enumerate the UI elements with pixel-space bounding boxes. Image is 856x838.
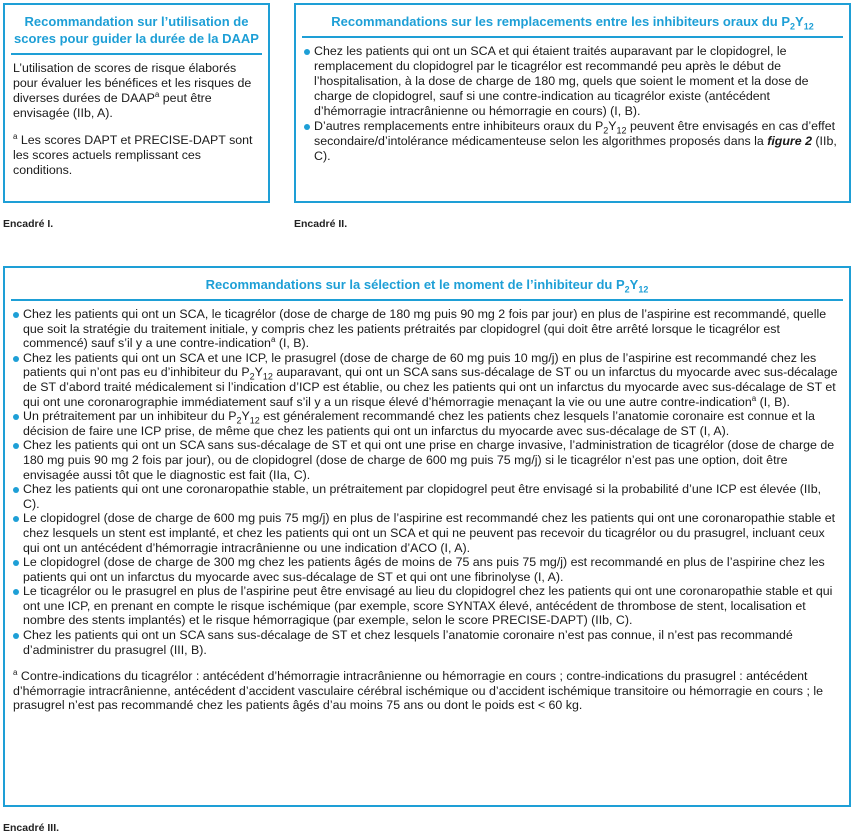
list-item: Chez les patients qui ont un SCA et qui étaient traités auparavant par le clopidogrel, le remplacement du clopidogrel par le ticagrélor est recommandé peu après le début de l’hospitalisation, à la dose de charge de 180 mg, quels que soient le moment et la dose de charge de clopidogrel, sauf si une contre-indication au ticagrélor existe (antécédent d’hémorragie intracrânienne ou hémorragie en cours) (I, B). (304, 44, 841, 119)
list-item: D’autres remplacements entre inhibiteurs oraux du $P_2Y_{12}$ peuvent être envisagés en cas d’effet secondaire/d’intolérance médicamenteuse selon les algorithmes proposés dans la figure 2 (IIb, C). (304, 119, 841, 164)
box-1-paragraph: L’utilisation de scores de risque élaborés pour évaluer les bénéfices et les risques de diverses durées de DAAP$^a$ peut être envisagée (IIb, A). (13, 61, 252, 120)
box-2-list (296, 38, 849, 164)
box-1-footnote: $^a$ Les scores DAPT et PRECISE-DAPT sont les scores actuels remplissant ces conditions. (13, 131, 253, 177)
box-1-body (5, 55, 268, 178)
box-2-title: Recommandations sur les remplacements entre les inhibiteurs oraux du $P_2Y_{12}$ (331, 14, 814, 32)
box-1-title: Recommandation sur l’utilisation de scores pour guider la durée de la DAAP (14, 14, 259, 46)
box-2-caption: Encadré II. (294, 218, 348, 230)
box-encadre-2 (294, 3, 851, 203)
list-item: Chez les patients qui ont un SCA sans sus-décalage de ST et qui ont une prise en charge invasive, l’administration de ticagrélor (dose de charge de 180 mg puis 90 mg 2 fois par jour), ou de clopidogrel (dose de charge de 600 mg puis 75 mg/j) si le ticagrélor n’est pas une option, doit être envisagée aussi tôt que le diagnostic est fait (IIa, C). (13, 438, 841, 482)
list-item: Le clopidogrel (dose de charge de 600 mg puis 75 mg/j) en plus de l’aspirine est recommandé chez les patients qui ont une coronaropathie stable et chez lesquels un stent est implanté, et chez les patients qui ont un SCA et qui ne peuvent pas recevoir du ticagrélor ou du prasugrel, incluant ceux qui ont un antécédent d’hémorragie intracrânienne ou une indication d’ACO (I, A). (13, 511, 841, 555)
box-3-list (5, 301, 849, 657)
box-encadre-1 (3, 3, 270, 203)
list-item: Chez les patients qui ont une coronaropathie stable, un prétraitement par clopidogrel peut être envisagé si la probabilité d’une ICP est élevée (IIb, C). (13, 482, 841, 511)
list-item: Chez les patients qui ont un SCA sans sus-décalage de ST et chez lesquels l’anatomie coronaire n’est pas connue, il n’est pas recommandé d’administrer du prasugrel (III, B). (13, 628, 841, 657)
list-item: Le clopidogrel (dose de charge de 300 mg chez les patients âgés de moins de 75 ans puis 75 mg/j) est recommandé en plus de l’aspirine chez les patients qui ont un infarctus du myocarde avec sus-décalage de ST et qui ont une fibrinolyse (I, A). (13, 555, 841, 584)
box-encadre-3 (3, 266, 851, 807)
box-3-title: Recommandations sur la sélection et le moment de l’inhibiteur du $P_2Y_{12}$ (205, 277, 649, 295)
list-item: Un prétraitement par un inhibiteur du $P_2Y_{12}$ est généralement recommandé chez les patients chez lesquels l’anatomie coronaire est connue et la décision de faire une ICP prise, de même que chez les patients qui ont un infarctus du myocarde avec sus-décalage de ST (I, A). (13, 409, 841, 438)
box-3-footnote: $^a$ Contre-indications du ticagrélor : antécédent d’hémorragie intracrânienne ou hémorragie en cours ; contre-indications du prasugrel : antécédent d’hémorragie intracrânienne, antécédent d’accident vasculaire cérébral ischémique ou d’accident ischémique transitoire ou hémorragie en cours ; le prasugrel n’est pas recommandé chez les patients âgés d’au moins 75 ans ou dont le poids est < 60 kg. (13, 668, 823, 713)
list-item: Le ticagrélor ou le prasugrel en plus de l’aspirine peut être envisagé au lieu du clopidogrel chez les patients qui ont une coronaropathie stable et qui ont une ICP, en prenant en compte le risque ischémique (par exemple, score SYNTAX élevé, antécédent de thrombose de stent, localisation et nombre des stents implantés) et le risque hémorragique (par exemple, selon le score PRECISE-DAPT) (IIb, C). (13, 584, 841, 628)
figure-reference: figure 2 (767, 134, 812, 148)
list-item: Chez les patients qui ont un SCA, le ticagrélor (dose de charge de 180 mg puis 90 mg 2 fois par jour) en plus de l’aspirine est recommandé, quelle que soit la stratégie du traitement initiale, y compris chez les patients prétraités par clopidogrel (qui doit être arrêté lorsque le ticagrélor est commencé) sauf s’il y a une contre-indication$^a$ (I, B). (13, 307, 841, 351)
box-1-caption: Encadré I. (3, 218, 54, 230)
box-3-caption: Encadré III. (3, 822, 60, 834)
list-item: Chez les patients qui ont un SCA et une ICP, le prasugrel (dose de charge de 60 mg puis 10 mg/j) en plus de l’aspirine est recommandé chez les patients qui n’ont pas eu d’inhibiteur du $P_2Y_{12}$ auparavant, qui ont un SCA sans sus-décalage de ST ou un infarctus du myocarde avec sus-décalage de ST d’abord traité médicalement si l’indication d’ICP est établie, ou chez les patients qui ont un infarctus du myocarde avec sus-décalage de ST et qui ont une coronarographie immédiatement sauf s’il y a un risque élevé d’hémorragie menaçant la vie ou une autre contre-indication$^a$ (I, B). (13, 351, 841, 409)
